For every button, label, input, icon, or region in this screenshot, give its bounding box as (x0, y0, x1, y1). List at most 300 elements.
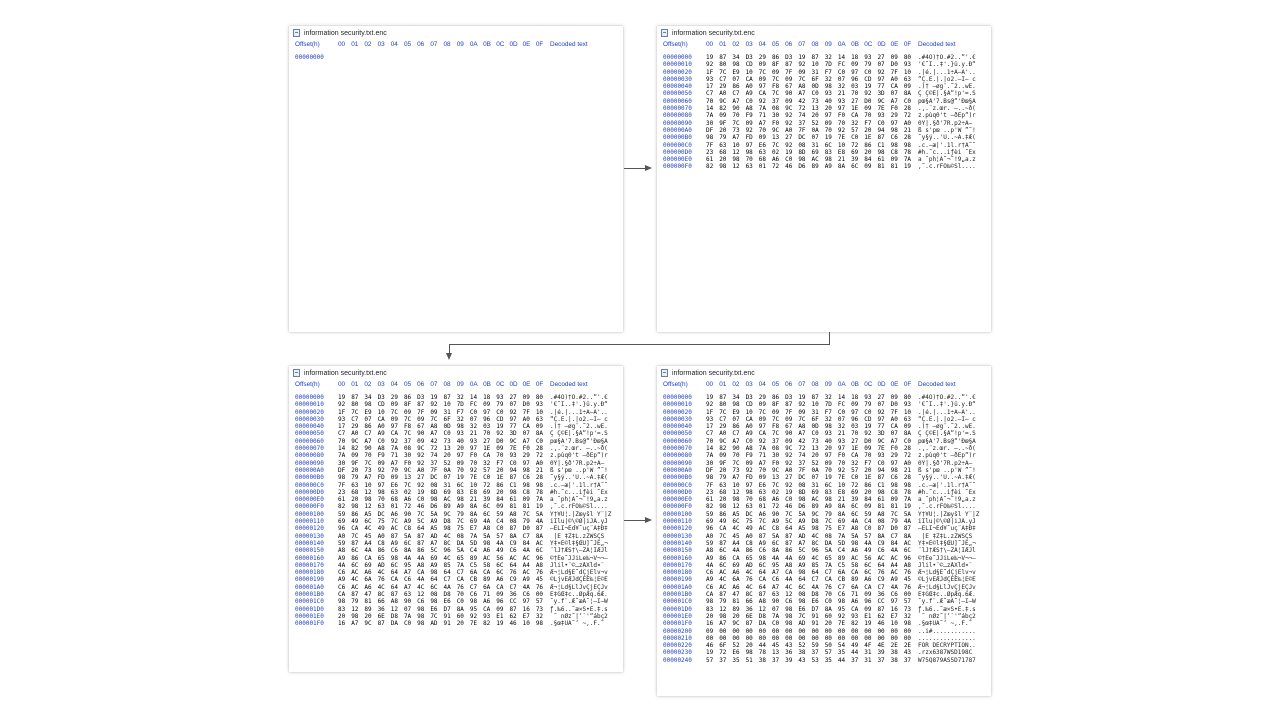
hex-byte[interactable]: 00 (745, 627, 753, 635)
hex-byte[interactable]: 7C (771, 75, 780, 83)
hex-byte[interactable]: 00 (785, 634, 793, 642)
hex-byte[interactable]: 09 (351, 452, 359, 460)
hex-byte[interactable]: D0 (890, 525, 898, 533)
hex-byte[interactable]: 1E (851, 445, 859, 453)
hex-byte[interactable]: 8A (403, 547, 412, 555)
hex-byte[interactable]: A9 (456, 503, 464, 511)
hex-byte[interactable]: 76 (745, 576, 753, 584)
hex-byte[interactable]: 19 (864, 83, 872, 91)
hex-byte[interactable]: 08 (824, 532, 832, 540)
hex-byte[interactable]: 72 (798, 445, 806, 453)
hex-byte[interactable]: E7 (890, 612, 898, 620)
hex-byte[interactable]: E6 (390, 481, 398, 489)
hex-byte[interactable]: 0A (443, 466, 451, 474)
hex-byte[interactable]: 92 (390, 437, 398, 445)
hex-byte[interactable]: 72 (903, 112, 912, 120)
hex-byte[interactable]: 7C (771, 481, 780, 489)
hex-byte[interactable]: 7F (890, 68, 898, 76)
hex-byte[interactable]: 9C (785, 445, 793, 453)
hex-byte[interactable]: 68 (719, 148, 727, 156)
hex-byte[interactable]: 09 (758, 474, 766, 482)
hex-byte[interactable]: 12 (417, 591, 425, 599)
hex-byte[interactable]: 09 (890, 496, 898, 504)
hex-byte[interactable]: 12 (758, 605, 766, 613)
hex-byte[interactable]: 7A (469, 532, 478, 540)
hex-byte[interactable]: 32 (851, 459, 859, 467)
hex-byte[interactable]: 92 (837, 466, 846, 474)
hex-byte[interactable]: A0 (745, 532, 753, 540)
hex-byte[interactable]: A8 (877, 510, 885, 518)
hex-byte[interactable]: A6 (403, 496, 412, 504)
hex-byte[interactable]: DC (377, 510, 385, 518)
hex-byte[interactable]: 72 (903, 452, 912, 460)
decoded-text[interactable]: Ç Ç©Ê|.§À“!p'=.Š (918, 90, 976, 98)
hex-byte[interactable]: 14 (338, 445, 346, 453)
hex-byte[interactable]: 66 (377, 598, 385, 606)
hex-byte[interactable]: D8 (443, 518, 451, 526)
hex-byte[interactable]: 87 (377, 620, 385, 628)
hex-byte[interactable]: 4C (377, 583, 385, 591)
hex-byte[interactable]: CA (706, 591, 714, 599)
hex-byte[interactable]: E6 (443, 598, 451, 606)
hex-byte[interactable]: AC (443, 496, 451, 504)
hex-byte[interactable]: C1 (509, 481, 517, 489)
hex-byte[interactable]: 43 (798, 656, 806, 664)
hex-byte[interactable]: 82 (338, 503, 346, 511)
hex-byte[interactable]: DF (706, 126, 714, 134)
hex-byte[interactable]: 97 (877, 415, 885, 423)
hex-byte[interactable]: 4C (732, 525, 740, 533)
hex-byte[interactable]: AC (719, 569, 727, 577)
hex-byte[interactable]: 6C (903, 547, 912, 555)
hex-byte[interactable]: 68 (719, 488, 727, 496)
hex-byte[interactable]: 93 (864, 54, 872, 61)
hex-byte[interactable]: 93 (837, 97, 846, 105)
hex-byte[interactable]: 93 (903, 401, 912, 409)
hex-byte[interactable]: 27 (851, 437, 859, 445)
hex-byte[interactable]: 64 (877, 561, 885, 569)
hex-byte[interactable]: 7C (771, 90, 780, 98)
decoded-text[interactable]: ©†Êe˜JJiLe‰¬V¬¬– (918, 554, 976, 562)
hex-byte[interactable]: 4A (785, 554, 793, 562)
hex-byte[interactable]: 93 (496, 394, 504, 401)
hex-byte[interactable]: 30 (771, 452, 780, 460)
decoded-text[interactable]: ..i#............ (918, 627, 976, 635)
hex-byte[interactable]: C9 (509, 539, 517, 547)
hex-byte[interactable]: 59 (338, 539, 346, 547)
hex-byte[interactable]: 63 (535, 415, 544, 423)
hex-byte[interactable]: 1E (483, 445, 491, 453)
hex-byte[interactable]: A7 (771, 569, 780, 577)
hex-byte[interactable]: 00 (811, 634, 819, 642)
hex-byte[interactable]: C7 (706, 430, 714, 438)
hex-view[interactable] (657, 381, 991, 664)
hex-byte[interactable]: 07 (403, 605, 412, 613)
hex-byte[interactable]: E7 (469, 525, 478, 533)
hex-byte[interactable]: C9 (877, 576, 885, 584)
hex-byte[interactable]: 20 (824, 445, 832, 453)
hex-byte[interactable]: 5A (771, 532, 780, 540)
hex-byte[interactable]: 32 (851, 119, 859, 127)
hex-byte[interactable]: E6 (758, 481, 766, 489)
hex-byte[interactable]: 98 (890, 141, 898, 149)
hex-byte[interactable]: 6C (403, 539, 412, 547)
hex-byte[interactable]: 70 (706, 97, 714, 105)
hex-byte[interactable]: C6 (509, 547, 517, 555)
hex-byte[interactable]: 7C (403, 415, 412, 423)
hex-byte[interactable]: 65 (824, 554, 832, 562)
hex-byte[interactable]: 93 (469, 437, 478, 445)
hex-byte[interactable]: CD (377, 401, 385, 409)
hex-byte[interactable]: 92 (417, 452, 425, 460)
hex-byte[interactable]: 9C (443, 510, 451, 518)
hex-byte[interactable]: 98 (877, 488, 885, 496)
hex-byte[interactable]: 69 (811, 488, 819, 496)
hex-byte[interactable]: 73 (811, 97, 819, 105)
decoded-text[interactable]: Y†¥Ü¦.|Zœyšl Y¨|Z (550, 510, 612, 518)
hex-byte[interactable]: 59 (706, 510, 714, 518)
hex-byte[interactable]: A8 (785, 561, 793, 569)
hex-byte[interactable]: CA (851, 452, 859, 460)
hex-byte[interactable]: D6 (798, 503, 806, 511)
hex-byte[interactable]: E7 (522, 612, 530, 620)
hex-byte[interactable]: 8F (403, 401, 412, 409)
decoded-text[interactable]: ˜y§ý..'Ü..~À.‡Æ( (918, 474, 976, 482)
hex-byte[interactable]: F0 (522, 445, 530, 453)
hex-byte[interactable]: 28 (535, 445, 544, 453)
hex-byte[interactable]: 19 (706, 649, 714, 657)
hex-byte[interactable]: 82 (719, 105, 727, 113)
hex-byte[interactable]: C6 (837, 591, 846, 599)
hex-byte[interactable]: 92 (338, 401, 346, 409)
hex-byte[interactable]: C8 (522, 488, 530, 496)
hex-byte[interactable]: 00 (824, 634, 832, 642)
hex-byte[interactable]: 23 (706, 148, 714, 156)
hex-byte[interactable]: CA (390, 576, 398, 584)
hex-byte[interactable]: 09 (864, 503, 872, 511)
hex-byte[interactable]: 44 (851, 649, 859, 657)
hex-byte[interactable]: 90 (771, 598, 780, 606)
hex-byte[interactable]: 7E (469, 474, 478, 482)
hex-byte[interactable]: A8 (798, 423, 806, 431)
hex-byte[interactable]: 9C (732, 620, 740, 628)
hex-byte[interactable]: C0 (771, 620, 780, 628)
hex-byte[interactable]: 89 (364, 605, 372, 613)
hex-byte[interactable]: F8 (771, 83, 780, 91)
hex-byte[interactable]: 5A (903, 510, 912, 518)
hex-byte[interactable]: 7E (837, 620, 846, 628)
hex-byte[interactable]: 73 (364, 466, 372, 474)
hex-byte[interactable]: 2E (890, 642, 898, 650)
hex-byte[interactable]: CA (851, 569, 859, 577)
hex-byte[interactable]: A6 (483, 598, 491, 606)
hex-byte[interactable]: 7A (903, 496, 912, 504)
decoded-text[interactable]: ................ (918, 634, 976, 642)
decoded-text[interactable]: Jlil•¨©…zÅXld¤¨ (918, 561, 973, 569)
hex-byte[interactable]: 07 (877, 401, 885, 409)
hex-byte[interactable]: 96 (811, 547, 819, 555)
hex-byte[interactable]: 67 (417, 423, 425, 431)
hex-byte[interactable]: 6A (837, 569, 846, 577)
hex-byte[interactable]: A0 (522, 415, 530, 423)
hex-byte[interactable]: 64 (758, 569, 766, 577)
hex-byte[interactable]: 98 (903, 620, 912, 628)
decoded-text[interactable]: ß s'pœ ..p'W ”˜! (918, 466, 976, 474)
hex-byte[interactable]: 6F (719, 642, 727, 650)
hex-byte[interactable]: A8 (745, 445, 753, 453)
hex-byte[interactable]: 32 (837, 83, 846, 91)
hex-byte[interactable]: 10 (535, 408, 544, 416)
hex-byte[interactable]: 10 (745, 408, 753, 416)
hex-byte[interactable]: FD (745, 474, 753, 482)
hex-byte[interactable]: 4C (785, 583, 793, 591)
hex-byte[interactable]: CA (864, 583, 872, 591)
decoded-text[interactable]: .§œ‡ÚÀ˜‘ ~‚.F.˜ (550, 620, 605, 628)
hex-byte[interactable]: 49 (719, 518, 727, 526)
hex-byte[interactable]: 87 (417, 539, 425, 547)
hex-byte[interactable]: A9 (430, 518, 438, 526)
hex-byte[interactable]: C4 (837, 547, 846, 555)
hex-byte[interactable]: 7E (509, 445, 517, 453)
hex-byte[interactable]: 92 (785, 112, 793, 120)
hex-byte[interactable]: 20 (351, 496, 359, 504)
hex-byte[interactable]: 74 (798, 112, 806, 120)
decoded-text[interactable]: 0Ÿ|.§ð'7R.p2÷À— (550, 459, 608, 467)
hex-byte[interactable]: 97 (837, 105, 846, 113)
hex-byte[interactable]: 86 (771, 394, 780, 401)
hex-byte[interactable]: 07 (837, 415, 846, 423)
hex-byte[interactable]: AC (522, 569, 530, 577)
hex-byte[interactable]: 87 (785, 61, 793, 69)
decoded-text[interactable]: Jlil•¨©…zÅXld¤¨ (550, 561, 605, 569)
hex-byte[interactable]: 20 (864, 126, 872, 134)
hex-byte[interactable]: 6C (824, 141, 832, 149)
hex-byte[interactable]: A0 (785, 466, 793, 474)
hex-byte[interactable]: 6C (824, 481, 832, 489)
hex-byte[interactable]: C6 (706, 583, 714, 591)
hex-byte[interactable]: 35 (824, 656, 832, 664)
hex-byte[interactable]: C0 (509, 459, 517, 467)
hex-byte[interactable]: 92 (785, 481, 793, 489)
hex-byte[interactable]: 09 (456, 459, 464, 467)
hex-byte[interactable]: 87 (390, 591, 398, 599)
hex-byte[interactable]: 64 (811, 569, 819, 577)
hex-byte[interactable]: 8C (377, 591, 385, 599)
hex-byte[interactable]: 70 (824, 126, 832, 134)
decoded-text[interactable]: '€˜Í..‡'.}ü.y.Ð“ (918, 61, 976, 69)
hex-byte[interactable]: 8C (443, 539, 451, 547)
hex-byte[interactable]: 98 (483, 539, 491, 547)
hex-byte[interactable]: 90 (785, 90, 793, 98)
hex-byte[interactable]: 09 (758, 61, 766, 69)
hex-byte[interactable]: CA (456, 576, 464, 584)
hex-view[interactable] (657, 41, 991, 171)
hex-byte[interactable]: 93 (851, 612, 859, 620)
hex-byte[interactable]: 9C (877, 437, 885, 445)
hex-byte[interactable]: 8C (811, 539, 819, 547)
hex-byte[interactable]: A8 (430, 423, 438, 431)
hex-byte[interactable]: 36 (785, 649, 793, 657)
hex-byte[interactable]: E6 (732, 649, 740, 657)
hex-byte[interactable]: 7E (837, 134, 846, 142)
hex-byte[interactable]: 57 (824, 649, 832, 657)
hex-byte[interactable]: 7E (837, 474, 846, 482)
hex-byte[interactable]: 09 (851, 401, 859, 409)
hex-byte[interactable]: 35 (837, 649, 846, 657)
hex-byte[interactable]: F7 (456, 408, 464, 416)
hex-byte[interactable]: E6 (811, 598, 819, 606)
hex-byte[interactable]: 84 (522, 539, 530, 547)
hex-byte[interactable]: 80 (719, 61, 727, 69)
hex-byte[interactable]: CD (864, 415, 872, 423)
hex-byte[interactable]: 69 (732, 561, 740, 569)
hex-byte[interactable]: 10 (837, 481, 846, 489)
hex-byte[interactable]: 27 (785, 134, 793, 142)
hex-byte[interactable]: 37 (798, 459, 806, 467)
decoded-text[interactable]: ˜y.f¨.Æ˜æÀ˜¦–Ì—W (550, 598, 608, 606)
hex-byte[interactable]: C7 (338, 430, 346, 438)
hex-byte[interactable]: 92 (377, 466, 385, 474)
hex-byte[interactable]: 29 (758, 54, 766, 61)
hex-byte[interactable]: 8A (456, 605, 464, 613)
hex-byte[interactable]: 10 (837, 141, 846, 149)
hex-byte[interactable]: 78 (758, 649, 766, 657)
hex-byte[interactable]: FC (469, 401, 478, 409)
hex-byte[interactable]: 7E (877, 105, 885, 113)
hex-byte[interactable]: D0 (890, 61, 898, 69)
hex-byte[interactable]: 98 (851, 539, 859, 547)
hex-byte[interactable]: 97 (824, 112, 832, 120)
hex-byte[interactable]: 61 (706, 496, 714, 504)
hex-byte[interactable]: 32 (824, 394, 832, 401)
hex-byte[interactable]: D0 (864, 437, 872, 445)
hex-byte[interactable]: 19 (798, 394, 806, 401)
hex-byte[interactable]: F0 (837, 112, 846, 120)
hex-byte[interactable]: 72 (851, 141, 859, 149)
hex-byte[interactable]: 30 (771, 112, 780, 120)
hex-byte[interactable]: 40 (824, 437, 832, 445)
hex-byte[interactable]: C0 (456, 598, 464, 606)
hex-byte[interactable]: 00 (745, 634, 753, 642)
hex-byte[interactable]: DF (706, 466, 714, 474)
hex-byte[interactable]: 10 (732, 141, 740, 149)
hex-byte[interactable]: 79 (351, 474, 359, 482)
hex-byte[interactable]: A9 (522, 576, 530, 584)
hex-byte[interactable]: 57 (483, 466, 491, 474)
hex-byte[interactable]: 09 (798, 408, 806, 416)
hex-byte[interactable]: 70 (338, 437, 346, 445)
hex-byte[interactable]: 21 (903, 466, 912, 474)
hex-byte[interactable]: E9 (364, 408, 372, 416)
hex-byte[interactable]: A4 (890, 561, 898, 569)
hex-byte[interactable]: 7C (771, 430, 780, 438)
hex-byte[interactable]: 81 (890, 503, 898, 511)
hex-byte[interactable]: 38 (890, 649, 898, 657)
hex-byte[interactable]: 32 (535, 612, 544, 620)
hex-byte[interactable]: 43 (903, 649, 912, 657)
hex-byte[interactable]: CC (877, 598, 885, 606)
hex-byte[interactable]: 4A (864, 539, 872, 547)
hex-byte[interactable]: 98 (798, 598, 806, 606)
hex-byte[interactable]: 7F (522, 408, 530, 416)
hex-byte[interactable]: 84 (496, 496, 504, 504)
hex-byte[interactable]: 91 (811, 612, 819, 620)
hex-byte[interactable]: 49 (864, 547, 872, 555)
hex-byte[interactable]: 7C (403, 481, 412, 489)
hex-byte[interactable]: 3D (877, 90, 885, 98)
hex-view[interactable] (289, 41, 623, 61)
hex-byte[interactable]: 21 (837, 430, 846, 438)
hex-byte[interactable]: 3D (877, 430, 885, 438)
hex-byte[interactable]: 57 (851, 466, 859, 474)
hex-byte[interactable]: 4A (522, 583, 530, 591)
hex-byte[interactable]: 65 (745, 554, 753, 562)
decoded-text[interactable]: .rzx6387WSD198C (918, 649, 973, 657)
hex-byte[interactable]: 09 (851, 61, 859, 69)
hex-byte[interactable]: 6A (483, 583, 491, 591)
hex-byte[interactable]: 97 (837, 445, 846, 453)
hex-byte[interactable]: 97 (377, 481, 385, 489)
hex-byte[interactable]: CA (758, 576, 766, 584)
hex-byte[interactable]: 19 (706, 394, 714, 401)
hex-byte[interactable]: 32 (824, 54, 832, 61)
hex-byte[interactable]: 92 (798, 401, 806, 409)
hex-byte[interactable]: 39 (877, 649, 885, 657)
hex-byte[interactable]: 4C (811, 554, 819, 562)
hex-byte[interactable]: 87 (719, 394, 727, 401)
hex-byte[interactable]: 09 (785, 97, 793, 105)
hex-byte[interactable]: 09 (417, 415, 425, 423)
hex-byte[interactable]: 14 (837, 54, 846, 61)
hex-byte[interactable]: CA (890, 83, 898, 91)
hex-byte[interactable]: 00 (837, 627, 846, 635)
hex-byte[interactable]: A7 (798, 90, 806, 98)
hex-byte[interactable]: 89 (732, 605, 740, 613)
hex-byte[interactable]: A4 (522, 561, 530, 569)
hex-byte[interactable]: 09 (496, 445, 504, 453)
hex-byte[interactable]: AD (798, 532, 806, 540)
hex-byte[interactable]: 29 (351, 423, 359, 431)
hex-byte[interactable]: 20 (824, 620, 832, 628)
hex-byte[interactable]: 49 (745, 525, 753, 533)
hex-byte[interactable]: 97 (890, 119, 898, 127)
hex-byte[interactable]: 12 (732, 488, 740, 496)
hex-byte[interactable]: 97 (522, 598, 530, 606)
hex-byte[interactable]: 7A (403, 612, 412, 620)
hex-byte[interactable]: 6C (851, 510, 859, 518)
hex-byte[interactable]: 70 (745, 156, 753, 164)
hex-byte[interactable]: 37 (903, 656, 912, 664)
hex-byte[interactable]: C0 (877, 119, 885, 127)
hex-byte[interactable]: CA (824, 576, 832, 584)
hex-byte[interactable]: 8A (469, 503, 478, 511)
hex-byte[interactable]: 64 (785, 525, 793, 533)
hex-byte[interactable]: 98 (535, 620, 544, 628)
hex-byte[interactable]: 70 (469, 459, 478, 467)
hex-byte[interactable]: 87 (719, 591, 727, 599)
hex-byte[interactable]: 7C (417, 510, 425, 518)
hex-byte[interactable]: 8A (469, 510, 478, 518)
hex-byte[interactable]: 98 (824, 423, 832, 431)
hex-view[interactable] (289, 381, 623, 628)
hex-byte[interactable]: 92 (785, 452, 793, 460)
hex-byte[interactable]: 6F (811, 75, 819, 83)
hex-byte[interactable]: 31 (811, 481, 819, 489)
hex-byte[interactable]: C6 (785, 598, 793, 606)
hex-byte[interactable]: 79 (824, 510, 832, 518)
hex-byte[interactable]: 83 (456, 488, 464, 496)
hex-byte[interactable]: 94 (509, 466, 517, 474)
